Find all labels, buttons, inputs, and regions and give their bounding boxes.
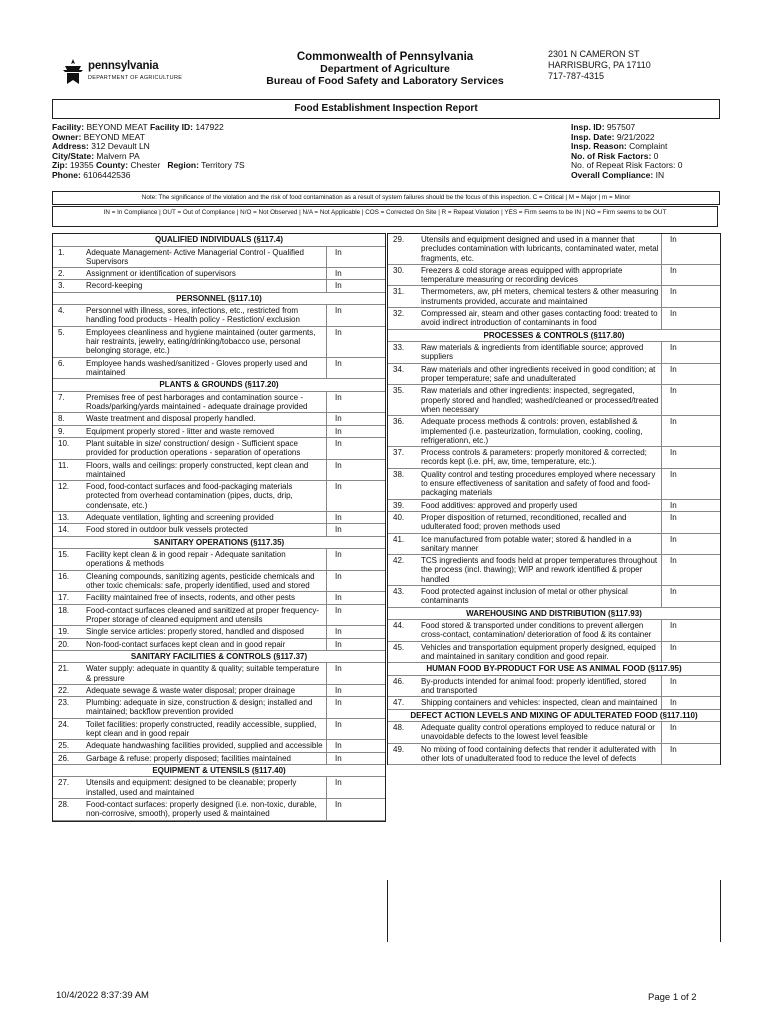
section-heading: SANITARY FACILITIES & CONTROLS (§117.37) xyxy=(53,651,385,664)
item-status: In xyxy=(326,799,385,820)
facility-value: BEYOND MEAT xyxy=(86,122,148,132)
item-status: In xyxy=(326,327,385,357)
phone-value: 6106442536 xyxy=(83,169,131,180)
item-description: Freezers & cold storage areas equipped with appropriate temperature measuring or recording devices xyxy=(421,265,623,285)
checklist-item xyxy=(53,571,385,593)
logo-subtitle: DEPARTMENT OF AGRICULTURE xyxy=(88,75,183,81)
checklist-item xyxy=(53,358,385,380)
section-heading: SANITARY OPERATIONS (§117.35) xyxy=(53,537,385,550)
item-number: 1. xyxy=(58,247,65,257)
item-description: Non-food-contact surfaces kept clean and in good repair xyxy=(86,639,286,649)
checklist-item xyxy=(53,592,385,604)
item-description: Employee hands washed/sanitized - Gloves properly used and maintained xyxy=(86,358,308,377)
item-description: Food protected against inclusion of metal or other physical contaminants xyxy=(421,587,628,606)
checklist-item xyxy=(388,469,720,500)
item-description: Toilet facilities: properly constructed, readily accessible, supplied, kept clean and in good repair xyxy=(86,719,317,739)
item-number: 47. xyxy=(393,698,405,708)
item-status: In xyxy=(661,555,720,585)
item-number: 39. xyxy=(393,500,405,510)
item-status: In xyxy=(326,280,385,291)
item-status: In xyxy=(326,426,385,437)
risk-factors-label: No. of Risk Factors: xyxy=(571,150,652,161)
item-description: Food stored in outdoor bulk vessels protected xyxy=(86,525,248,535)
city-label: City/State: xyxy=(52,150,95,161)
zip-value: 19355 xyxy=(69,160,94,171)
checklist-item xyxy=(53,268,385,280)
item-description: Compressed air, steam and other gases contacting food: treated to avoid indirect introduction of contaminants in food xyxy=(421,309,658,328)
repeat-risk-value: 0 xyxy=(677,160,683,171)
checklist-item xyxy=(388,555,720,586)
checklist-item xyxy=(388,676,720,698)
item-description: Food, food-contact surfaces and food-packaging materials protected from overhead contamination (pipes, ducts, drip, condensate, etc.) xyxy=(86,482,293,510)
item-number: 11. xyxy=(58,460,69,470)
item-description: Food-contact surfaces: properly designed (i.e. non-toxic, durable, non-corrosive, smooth), properly used & maintained xyxy=(86,800,317,819)
facility-id-label: Facility ID: xyxy=(149,122,193,132)
item-number: 35. xyxy=(393,386,405,396)
item-number: 18. xyxy=(58,605,70,615)
item-number: 48. xyxy=(393,723,405,733)
checklist-item xyxy=(53,697,385,719)
item-number: 45. xyxy=(393,642,405,652)
item-status: In xyxy=(661,342,720,363)
item-status: In xyxy=(326,605,385,626)
checklist-item xyxy=(53,460,385,482)
page-number: Page 1 of 2 xyxy=(648,992,697,1003)
section-heading: HUMAN FOOD BY-PRODUCT FOR USE AS ANIMAL FOOD (§117.95) xyxy=(388,663,720,676)
checklist-item xyxy=(53,392,385,414)
item-number: 20. xyxy=(58,639,70,649)
status-legend: IN = In Compliance | OUT = Out of Compliance | N/O = Not Observed | N/A = Not Applicable | COS = Corrected On Site | R = Repeat Violation | YES = Firm seems to be IN | NO = Firm seems to be OUT xyxy=(52,206,718,227)
item-description: Raw materials and other ingredients received in good condition; at proper temperature; safe and unadulterated xyxy=(421,364,656,384)
item-status: In xyxy=(661,447,720,468)
item-number: 34. xyxy=(393,364,405,374)
checklist-item xyxy=(388,286,720,308)
item-number: 19. xyxy=(58,627,70,637)
item-number: 27. xyxy=(58,778,70,788)
checklist-item xyxy=(388,342,720,364)
checklist-item xyxy=(53,719,385,741)
checklist-item xyxy=(388,265,720,287)
item-description: Food stored & transported under conditions to prevent allergen cross-contact, contamination/ deterioration of food & its container xyxy=(421,621,652,640)
item-description: Premises free of pest harborages and contamination source - Roads/parking/yards maintained - adequate drainage provided xyxy=(86,392,308,412)
item-description: Adequate Management- Active Managerial Control - Qualified Supervisors xyxy=(86,247,304,266)
item-status: In xyxy=(326,753,385,764)
item-number: 24. xyxy=(58,719,70,729)
item-status: In xyxy=(661,642,720,663)
item-description: Process controls & parameters: properly monitored & corrected; records kept (i.e. pH, aw, time, temperature, etc.). xyxy=(421,448,647,467)
city-value: Malvern PA xyxy=(96,150,140,161)
item-description: Cleaning compounds, sanitizing agents, pesticide chemicals and other toxic chemicals: safe, properly identified, used and stored xyxy=(86,571,315,591)
facility-id-value: 147922 xyxy=(195,122,224,132)
checklist-item xyxy=(53,327,385,358)
checklist-item xyxy=(53,413,385,425)
checklist-item xyxy=(53,247,385,269)
section-heading: EQUIPMENT & UTENSILS (§117.40) xyxy=(53,765,385,778)
logo-wordmark: pennsylvania xyxy=(88,60,159,72)
item-description: Vehicles and transportation equipment properly designed, equiped and maintained in sanitary condition and good repair. xyxy=(421,642,656,661)
item-number: 49. xyxy=(393,744,405,754)
item-number: 40. xyxy=(393,512,405,522)
county-label: County: xyxy=(95,160,129,171)
checklist-item xyxy=(53,605,385,627)
item-description: Raw materials & ingredients from identifiable source; approved suppliers xyxy=(421,343,644,362)
checklist-item xyxy=(53,280,385,292)
item-number: 43. xyxy=(393,587,405,596)
item-number: 5. xyxy=(58,327,65,337)
checklist-item xyxy=(388,620,720,642)
checklist-item xyxy=(53,740,385,752)
item-number: 10. xyxy=(58,438,70,448)
item-description: Plant suitable in size/ construction/ design - Sufficient space provided for production operations - separation of operations xyxy=(86,438,301,458)
section-heading: QUALIFIED INDIVIDUALS (§117.4) xyxy=(53,234,385,247)
item-description: Ice manufactured from potable water; stored & handled in a sanitary manner xyxy=(421,534,632,553)
item-status: In xyxy=(326,592,385,603)
item-number: 22. xyxy=(58,685,70,695)
address-phone: 717-787-4315 xyxy=(548,71,605,81)
item-number: 38. xyxy=(393,469,405,479)
checklist-item xyxy=(53,512,385,524)
checklist-item xyxy=(388,385,720,416)
insp-id-label: Insp. ID: xyxy=(571,122,605,132)
phone-label: Phone: xyxy=(52,169,81,180)
item-number: 25. xyxy=(58,741,70,751)
item-number: 17. xyxy=(58,593,70,603)
item-description: Facility kept clean & in good repair - Adequate sanitation operations & methods xyxy=(86,550,286,569)
item-description: Single service articles: properly stored, handled and disposed xyxy=(86,627,304,637)
item-status: In xyxy=(661,416,720,446)
checklist-item xyxy=(53,753,385,765)
zip-label: Zip: xyxy=(52,160,68,171)
checklist-item xyxy=(388,512,720,534)
item-status: In xyxy=(661,620,720,641)
checklist-item xyxy=(53,438,385,460)
item-description: Employees cleanliness and hygiene maintained (outer garments, hair restraints, jewelry, eating/drinking/tobacco use, personal belonging storage, etc.) xyxy=(86,327,316,356)
checklist-right-column xyxy=(387,233,721,765)
item-status: In xyxy=(661,586,720,607)
item-number: 36. xyxy=(393,417,405,427)
item-status: In xyxy=(326,358,385,379)
pa-agriculture-logo xyxy=(62,58,202,88)
item-number: 30. xyxy=(393,265,405,275)
insp-date-label: Insp. Date: xyxy=(571,131,615,142)
item-number: 32. xyxy=(393,309,405,319)
item-description: Adequate ventilation, lighting and screening provided xyxy=(86,513,274,523)
item-description: Assignment or identification of supervisors xyxy=(86,269,236,279)
item-status: In xyxy=(661,385,720,415)
checklist-item xyxy=(388,308,720,330)
item-description: Equipment properly stored - litter and waste removed xyxy=(86,426,275,436)
insp-id-value: 957507 xyxy=(606,122,636,132)
item-status: In xyxy=(326,413,385,424)
checklist-item xyxy=(53,626,385,638)
item-status: In xyxy=(661,676,720,697)
print-timestamp: 10/4/2022 8:37:39 AM xyxy=(56,990,149,1001)
item-description: By-products intended for animal food: properly identified, stored and transported xyxy=(421,676,647,696)
item-description: TCS ingredients and foods held at proper temperatures throughout the process (incl. thawing); WIP and rework identified & proper handled xyxy=(421,556,658,584)
item-number: 15. xyxy=(58,550,70,560)
item-description: Thermometers, aw, pH meters, chemical testers & other measuring instruments provided, accurate and maintained xyxy=(421,287,659,306)
item-status: In xyxy=(326,524,385,535)
item-status: In xyxy=(326,626,385,637)
item-description: Waste treatment and disposal properly handled. xyxy=(86,414,256,424)
header-line-2: Department of Agriculture xyxy=(320,63,450,75)
checklist-item xyxy=(388,586,720,608)
checklist-item xyxy=(388,364,720,386)
item-description: Food-contact surfaces cleaned and sanitized at proper frequency- Proper storage of cleaned equipment and utensils xyxy=(86,605,320,624)
item-number: 6. xyxy=(58,358,65,368)
keystone-logo-icon xyxy=(62,58,84,86)
item-number: 3. xyxy=(58,281,65,291)
item-status: In xyxy=(661,744,720,765)
checklist-item xyxy=(53,663,385,685)
item-status: In xyxy=(326,719,385,740)
item-number: 21. xyxy=(58,664,70,674)
checklist-item xyxy=(388,697,720,709)
item-description: Adequate process methods & controls: proven, established & implemented (i.e. pasteurization, formulation, cooking, cooling, refrigerationn, etc.) xyxy=(421,417,643,445)
item-description: Food additives: approved and properly used xyxy=(421,500,578,510)
report-title: Food Establishment Inspection Report xyxy=(52,99,720,119)
item-status: In xyxy=(661,265,720,286)
checklist-item xyxy=(388,416,720,447)
facility-label: Facility: xyxy=(52,122,85,132)
item-status: In xyxy=(326,549,385,570)
owner-value: BEYOND MEAT xyxy=(83,131,145,142)
address-line-1: 2301 N CAMERON ST xyxy=(548,49,640,59)
item-number: 8. xyxy=(58,414,65,424)
item-status: In xyxy=(326,438,385,459)
significance-note: Note: The significance of the violation and the risk of food contamination as a result of system failures should be the focus of this inspection. C = Critical | M = Major | m = Minor xyxy=(52,191,720,205)
checklist-item xyxy=(53,685,385,697)
insp-date-value: 9/21/2022 xyxy=(616,131,655,142)
item-number: 44. xyxy=(393,621,405,631)
item-description: Water supply: adequate in quantity & quality; suitable temperature & pressure xyxy=(86,664,320,683)
item-description: Adequate sewage & waste water disposal; proper drainage xyxy=(86,685,296,695)
item-status: In xyxy=(661,512,720,533)
item-number: 31. xyxy=(393,287,405,297)
item-description: Plumbing: adequate in size, construction & design; installed and maintained; backflow prevention provided xyxy=(86,698,313,717)
item-description: Facility maintained free of insects, rodents, and other pests xyxy=(86,593,295,603)
checklist-item xyxy=(388,534,720,556)
checklist-item xyxy=(53,305,385,327)
item-description: Proper disposition of returned, reconditioned, recalled and udulterated food; proven methods used xyxy=(421,512,627,532)
item-status: In xyxy=(326,392,385,413)
repeat-risk-label: No. of Repeat Risk Factors: xyxy=(571,160,676,171)
item-number: 41. xyxy=(393,534,405,544)
item-description: Shipping containers and vehicles: inspected, clean and maintained xyxy=(421,698,658,708)
section-heading: DEFECT ACTION LEVELS AND MIXING OF ADULTERATED FOOD (§117.110) xyxy=(388,710,720,723)
item-status: In xyxy=(326,685,385,696)
item-status: In xyxy=(661,697,720,708)
item-description: Garbage & refuse: properly disposed; facilities maintained xyxy=(86,753,291,763)
item-number: 7. xyxy=(58,392,65,402)
item-description: Raw materials and other ingredients: inspected, segregated, properly stored and handled; washed/cleaned or processed/treated when necessary xyxy=(421,386,659,414)
checklist-item xyxy=(388,500,720,512)
item-status: In xyxy=(326,740,385,751)
checklist-item xyxy=(53,639,385,651)
checklist-item xyxy=(388,234,720,265)
item-status: In xyxy=(326,639,385,650)
address-line-2: HARRISBURG, PA 17110 xyxy=(548,60,651,70)
item-status: In xyxy=(326,460,385,481)
checklist-item xyxy=(53,777,385,799)
address-label: Address: xyxy=(52,141,89,152)
section-heading: WAREHOUSING AND DISTRIBUTION (§117.93) xyxy=(388,608,720,621)
item-number: 2. xyxy=(58,269,65,279)
checklist-item xyxy=(53,481,385,512)
checklist-item xyxy=(388,744,720,766)
item-description: Quality control and testing procedures employed where necessary to ensure effectiveness of sanitation and safety of food and food-packaging materials xyxy=(421,469,656,498)
checklist-item xyxy=(53,524,385,536)
item-description: Personnel with illness, sores, infections, etc., restricted from handling food products - Health policy - Restiction/ exclusion xyxy=(86,306,300,325)
item-status: In xyxy=(326,571,385,592)
item-number: 12. xyxy=(58,482,70,492)
item-status: In xyxy=(661,364,720,385)
section-heading: PLANTS & GROUNDS (§117.20) xyxy=(53,379,385,392)
insp-reason-label: Insp. Reason: xyxy=(571,141,627,152)
facility-info xyxy=(52,123,245,181)
inspection-info xyxy=(571,123,683,181)
item-description: Utensils and equipment designed and used in a manner that precludes contamination with lubricants, contaminated water, metal fragments, etc. xyxy=(421,235,659,263)
checklist-item xyxy=(53,549,385,571)
checklist-item xyxy=(53,799,385,821)
item-description: Floors, walls and ceilings: properly constructed, kept clean and maintained xyxy=(86,460,309,479)
item-number: 9. xyxy=(58,426,65,436)
checklist-item xyxy=(53,426,385,438)
agency-header xyxy=(240,51,530,87)
item-number: 13. xyxy=(58,513,70,523)
item-status: In xyxy=(661,286,720,307)
checklist-item xyxy=(388,722,720,744)
item-status: In xyxy=(661,500,720,511)
item-status: In xyxy=(661,308,720,329)
header-line-3: Bureau of Food Safety and Laboratory Services xyxy=(266,75,504,87)
insp-reason-value: Complaint xyxy=(629,141,668,152)
item-number: 14. xyxy=(58,525,70,535)
item-number: 23. xyxy=(58,698,70,708)
item-number: 16. xyxy=(58,571,70,581)
agency-address xyxy=(548,49,651,82)
item-number: 29. xyxy=(393,235,405,244)
checklist-item xyxy=(388,447,720,469)
item-description: Record-keeping xyxy=(86,281,143,291)
checklist-left-column xyxy=(52,233,386,822)
checklist-item xyxy=(388,642,720,664)
region-value: Territory 7S xyxy=(201,160,245,171)
section-heading: PROCESSES & CONTROLS (§117.80) xyxy=(388,330,720,343)
item-number: 37. xyxy=(393,448,405,458)
item-status: In xyxy=(661,722,720,743)
item-status: In xyxy=(326,697,385,718)
owner-label: Owner: xyxy=(52,131,82,142)
item-number: 46. xyxy=(393,676,405,686)
header-line-1: Commonwealth of Pennsylvania xyxy=(296,51,474,63)
county-value: Chester xyxy=(130,160,161,171)
right-column-blank-area xyxy=(387,880,721,942)
item-number: 42. xyxy=(393,556,405,566)
region-label: Region: xyxy=(167,160,199,171)
item-status: In xyxy=(326,247,385,268)
item-number: 26. xyxy=(58,753,70,763)
address-value: 312 Devault LN xyxy=(91,141,150,152)
risk-factors-value: 0 xyxy=(653,150,659,161)
item-status: In xyxy=(326,777,385,798)
item-status: In xyxy=(661,469,720,499)
item-description: Adequate quality control operations employed to reduce natural or unavoidable defects to the lowest level feasible xyxy=(421,723,655,742)
item-status: In xyxy=(326,305,385,326)
item-number: 33. xyxy=(393,343,405,353)
section-heading: PERSONNEL (§117.10) xyxy=(53,293,385,306)
item-status: In xyxy=(661,234,720,264)
item-number: 4. xyxy=(58,306,65,316)
item-description: Adequate handwashing facilities provided, supplied and accessible xyxy=(86,741,323,751)
item-description: Utensils and equipment: designed to be cleanable; properly installed, used and maintained xyxy=(86,778,297,797)
overall-compliance-value: IN xyxy=(655,169,665,180)
item-description: No mixing of food containing defects that render it adulterated with other lots of unadulterated food to reduce the level of defects xyxy=(421,744,656,764)
item-number: 28. xyxy=(58,800,70,810)
overall-compliance-label: Overall Compliance: xyxy=(571,169,654,180)
item-status: In xyxy=(326,663,385,684)
item-status: In xyxy=(326,512,385,523)
item-status: In xyxy=(326,268,385,279)
item-status: In xyxy=(661,534,720,555)
item-status: In xyxy=(326,481,385,511)
